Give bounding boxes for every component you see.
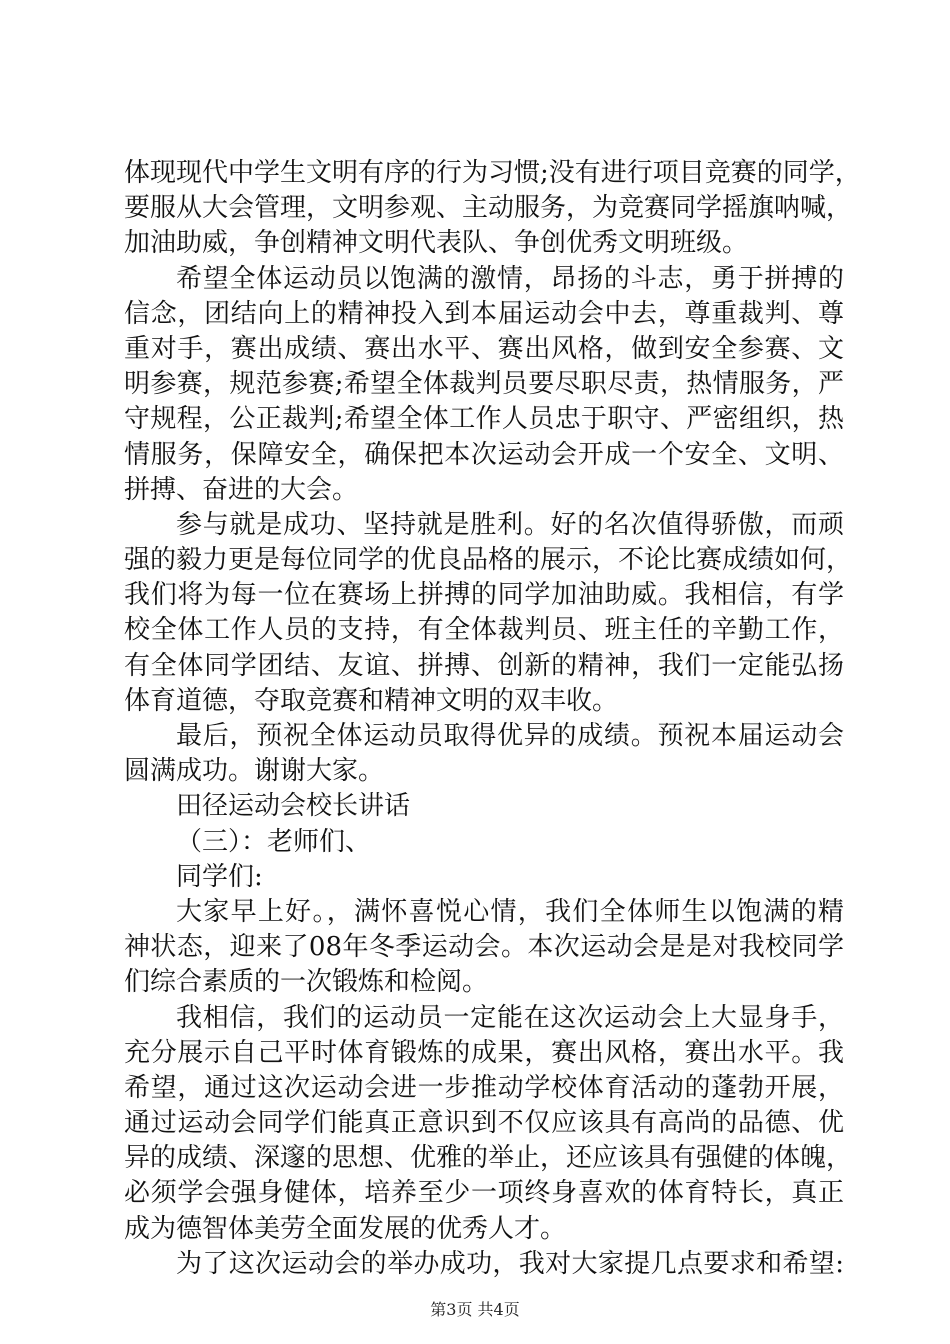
text-line: 加油助威，争创精神文明代表队、争创优秀文明班级。	[124, 228, 749, 259]
page-footer: 第3页 共4页	[430, 1300, 520, 1319]
text-line: 同学们:	[176, 861, 263, 892]
text-line: 必须学会强身健体，培养至少一项终身喜欢的体育特长，真正	[124, 1178, 844, 1209]
text-line: 成为德智体美劳全面发展的优秀人才。	[124, 1213, 567, 1244]
text-line: 有全体同学团结、友谊、拼搏、创新的精神，我们一定能弘扬	[124, 650, 844, 681]
text-line: 圆满成功。谢谢大家。	[124, 756, 385, 787]
text-line: （三）：老师们、	[176, 826, 372, 857]
text-line: 守规程，公正裁判;希望全体工作人员忠于职守、严密组织，热	[124, 404, 844, 435]
text-line: 拼搏、奋进的大会。	[124, 474, 359, 505]
text-line: 希望，通过这次运动会进一步推动学校体育活动的蓬勃开展，	[124, 1072, 844, 1103]
text-line: 异的成绩、深邃的思想、优雅的举止，还应该具有强健的体魄，	[124, 1143, 853, 1174]
text-line: 情服务，保障安全，确保把本次运动会开成一个安全、文明、	[124, 439, 844, 470]
text-line: 我们将为每一位在赛场上拼搏的同学加油助威。我相信，有学	[124, 580, 844, 611]
text-line: 希望全体运动员以饱满的激情，昂扬的斗志，勇于拼搏的	[176, 263, 844, 294]
text-line: 强的毅力更是每位同学的优良品格的展示，不论比赛成绩如何，	[124, 545, 853, 576]
text-line: 充分展示自己平时体育锻炼的成果，赛出风格，赛出水平。我	[124, 1037, 844, 1068]
text-line: 参与就是成功、坚持就是胜利。好的名次值得骄傲，而顽	[176, 509, 844, 540]
text-line: 通过运动会同学们能真正意识到不仅应该具有高尚的品德、优	[124, 1108, 844, 1139]
text-line: 体育道德，夺取竞赛和精神文明的双丰收。	[124, 685, 619, 716]
text-line: 田径运动会校长讲话	[176, 791, 411, 822]
text-line: 大家早上好。，满怀喜悦心情，我们全体师生以饱满的精	[176, 896, 844, 927]
text-line: 重对手，赛出成绩、赛出水平、赛出风格，做到安全参赛、文	[124, 333, 844, 364]
text-line: 体现现代中学生文明有序的行为习惯;没有进行项目竞赛的同学，	[124, 158, 861, 188]
text-line: 神状态，迎来了08年冬季运动会。本次运动会是是对我校同学	[124, 932, 844, 963]
text-line: 最后，预祝全体运动员取得优异的成绩。预祝本届运动会	[176, 721, 844, 751]
text-line: 们综合素质的一次锻炼和检阅。	[124, 967, 489, 998]
text-line: 明参赛，规范参赛;希望全体裁判员要尽职尽责，热情服务，严	[124, 369, 844, 400]
document-body	[124, 156, 861, 1282]
text-line: 校全体工作人员的支持，有全体裁判员、班主任的辛勤工作，	[124, 615, 844, 646]
text-line: 为了这次运动会的举办成功，我对大家提几点要求和希望:	[176, 1248, 844, 1279]
text-line: 要服从大会管理，文明参观、主动服务，为竞赛同学摇旗呐喊，	[124, 193, 853, 224]
text-line: 信念，团结向上的精神投入到本届运动会中去，尊重裁判、尊	[124, 298, 844, 329]
text-line: 我相信，我们的运动员一定能在这次运动会上大显身手，	[176, 1002, 844, 1033]
